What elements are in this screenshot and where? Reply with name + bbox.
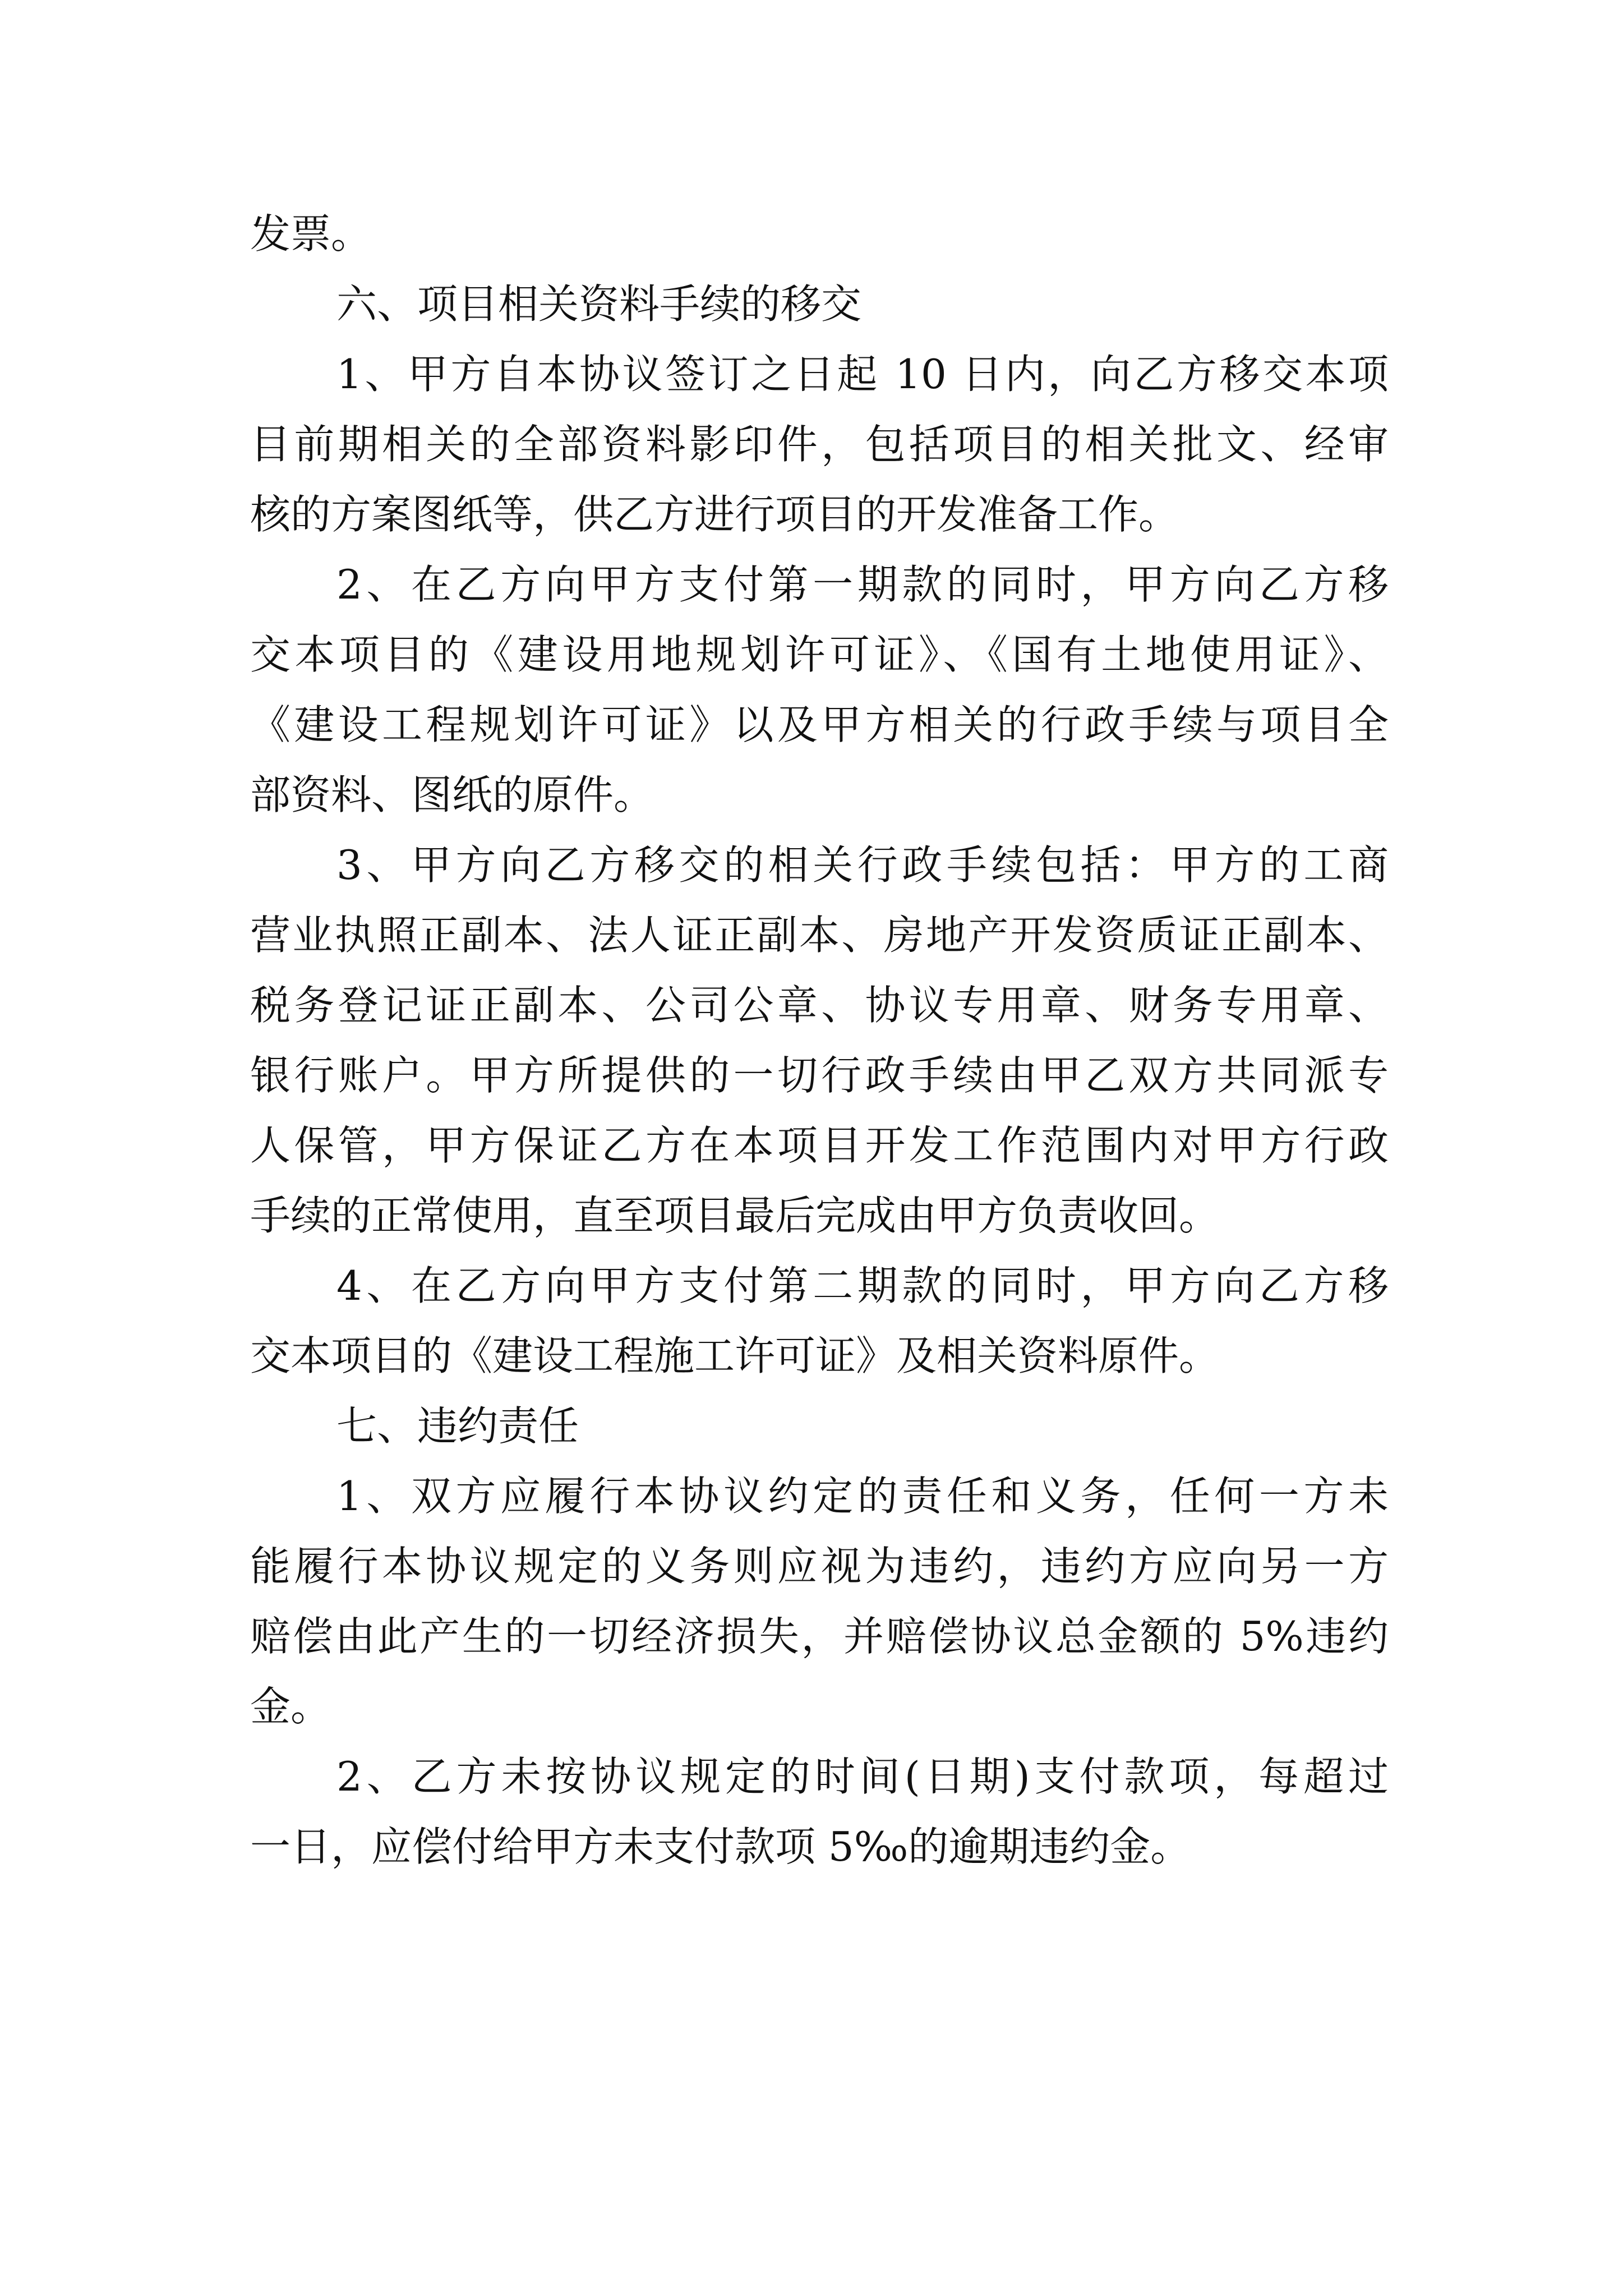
text-line: 核的方案图纸等，供乙方进行项目的开发准备工作。: [250, 491, 1179, 538]
section-heading: 六、项目相关资料手续的移交: [336, 280, 862, 328]
text-line: 4、在乙方向甲方支付第二期款的同时，甲方向乙方移: [336, 1262, 1389, 1309]
text-line: 2、乙方未按协议规定的时间(日期)支付款项，每超过: [336, 1753, 1389, 1800]
text-line: 部资料、图纸的原件。: [250, 771, 654, 818]
text-line: 税务登记证正副本、公司公章、协议专用章、财务专用章、: [250, 982, 1389, 1029]
text-line: 手续的正常使用，直至项目最后完成由甲方负责收回。: [250, 1192, 1220, 1239]
text-line: 2、在乙方向甲方支付第一期款的同时，甲方向乙方移: [336, 561, 1389, 608]
text-line: 能履行本协议规定的义务则应视为违约，违约方应向另一方: [250, 1543, 1389, 1590]
text-line: 人保管，甲方保证乙方在本项目开发工作范围内对甲方行政: [250, 1122, 1389, 1169]
document-body: [250, 199, 1389, 1882]
text-line: 发票。: [250, 210, 372, 257]
text-line: 赔偿由此产生的一切经济损失，并赔偿协议总金额的 5%违约: [250, 1613, 1389, 1660]
text-line: 交本项目的《建设工程施工许可证》及相关资料原件。: [250, 1332, 1220, 1379]
text-line: 1、甲方自本协议签订之日起 10 日内，向乙方移交本项: [336, 351, 1389, 398]
text-line: 金。: [250, 1683, 331, 1730]
text-line: 营业执照正副本、法人证正副本、房地产开发资质证正副本、: [250, 912, 1389, 959]
text-line: 目前期相关的全部资料影印件，包括项目的相关批文、经审: [250, 421, 1389, 468]
text-line: 《建设工程规划许可证》以及甲方相关的行政手续与项目全: [250, 701, 1389, 748]
section-heading: 七、违约责任: [336, 1402, 579, 1450]
text-line: 银行账户。甲方所提供的一切行政手续由甲乙双方共同派专: [250, 1052, 1389, 1099]
text-line: 交本项目的《建设用地规划许可证》、《国有土地使用证》、: [250, 631, 1389, 678]
text-line: 1、双方应履行本协议约定的责任和义务，任何一方未: [336, 1473, 1389, 1520]
text-line: 3、甲方向乙方移交的相关行政手续包括：甲方的工商: [336, 841, 1389, 889]
text-line: 一日，应偿付给甲方未支付款项 5‰的逾期违约金。: [250, 1823, 1191, 1870]
